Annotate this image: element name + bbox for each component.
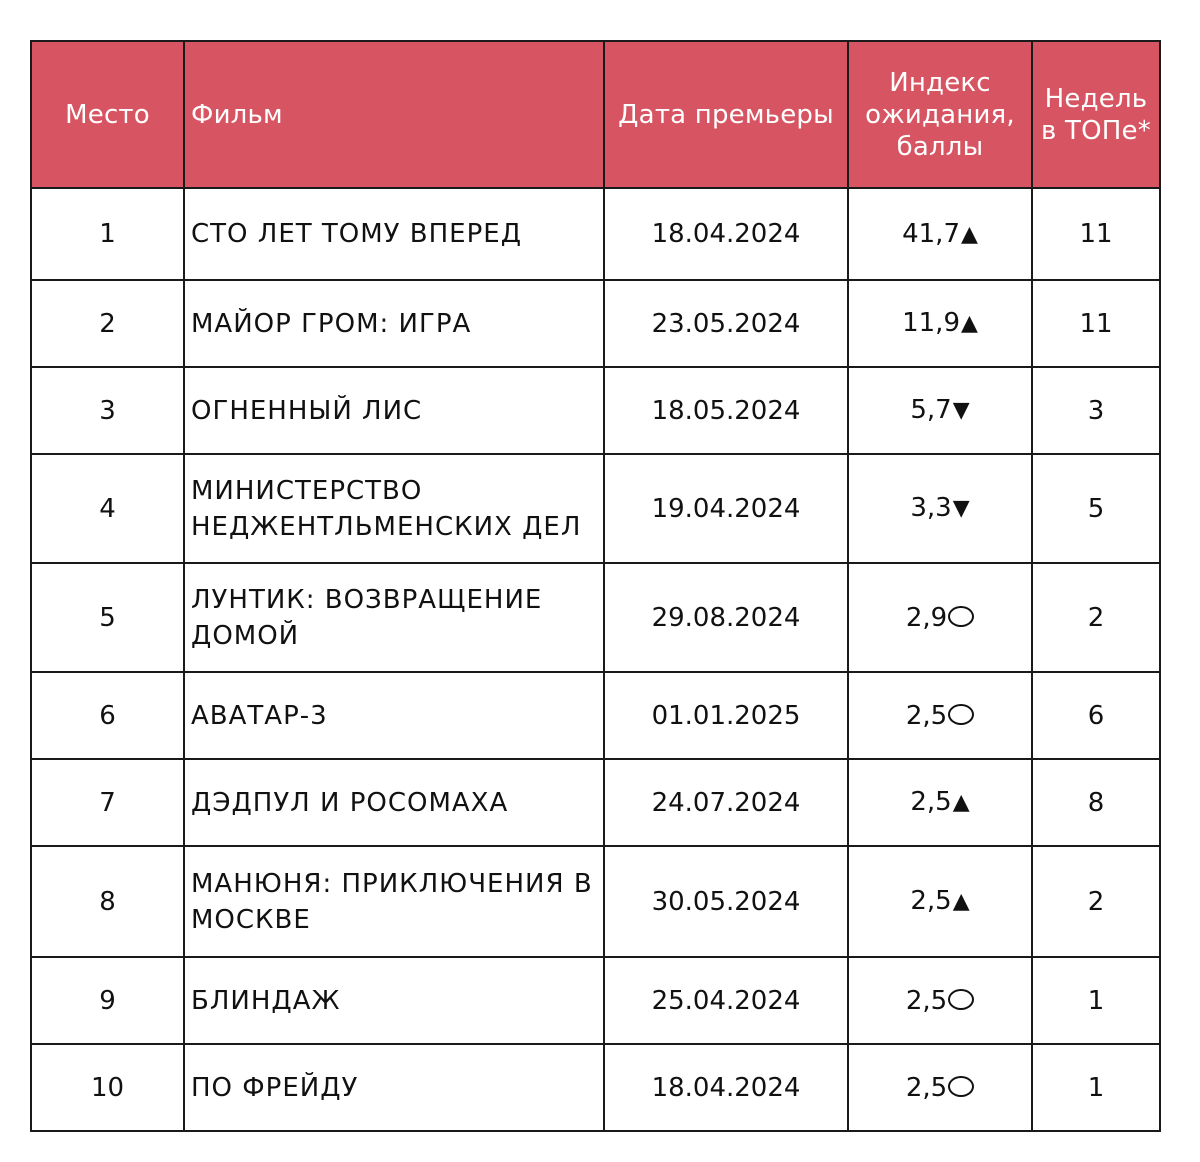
cell-weeks: 5 <box>1032 454 1160 563</box>
film-rating-table <box>30 40 1161 1132</box>
cell-weeks: 3 <box>1032 367 1160 454</box>
trend-up-icon: ▲ <box>960 221 978 247</box>
index-value: 11,9 <box>902 308 960 338</box>
cell-place: 1 <box>31 188 184 280</box>
cell-weeks: 11 <box>1032 188 1160 280</box>
table-row <box>31 672 1160 759</box>
trend-same-icon <box>948 606 974 627</box>
header-date: Дата премьеры <box>604 41 848 188</box>
cell-place: 8 <box>31 846 184 957</box>
cell-date: 18.04.2024 <box>604 188 848 280</box>
index-value: 2,5 <box>910 787 952 817</box>
cell-index <box>848 672 1032 759</box>
trend-same-icon <box>948 989 974 1010</box>
cell-date: 24.07.2024 <box>604 759 848 846</box>
table-row <box>31 563 1160 672</box>
trend-up-icon: ▲ <box>960 311 978 336</box>
index-value: 2,9 <box>905 602 948 633</box>
cell-film: ОГНЕННЫЙ ЛИС <box>184 367 604 454</box>
table-row <box>31 759 1160 846</box>
cell-weeks: 2 <box>1032 846 1160 957</box>
cell-weeks: 1 <box>1032 957 1160 1044</box>
cell-date: 18.04.2024 <box>604 1044 848 1131</box>
cell-film: ПО ФРЕЙДУ <box>184 1044 604 1131</box>
cell-film: МАЙОР ГРОМ: ИГРА <box>184 280 604 367</box>
cell-index <box>848 280 1032 367</box>
index-value: 41,7 <box>902 218 960 249</box>
cell-date: 19.04.2024 <box>604 454 848 563</box>
table-row <box>31 188 1160 280</box>
header-place: Место <box>31 41 184 188</box>
cell-date: 29.08.2024 <box>604 563 848 672</box>
table-row <box>31 957 1160 1044</box>
trend-same-icon <box>948 704 974 725</box>
cell-place: 4 <box>31 454 184 563</box>
cell-index <box>848 957 1032 1044</box>
cell-film: ДЭДПУЛ И РОСОМАХА <box>184 759 604 846</box>
cell-film: МАНЮНЯ: ПРИКЛЮЧЕНИЯ В МОСКВЕ <box>184 846 604 957</box>
cell-index <box>848 188 1032 280</box>
cell-index <box>848 367 1032 454</box>
table-row <box>31 367 1160 454</box>
trend-down-icon: ▼ <box>952 496 970 521</box>
header-film: Фильм <box>184 41 604 188</box>
index-value: 5,7 <box>910 395 952 425</box>
trend-down-icon: ▼ <box>952 398 970 423</box>
trend-same-symbol <box>961 608 962 609</box>
index-value: 2,5 <box>905 1072 948 1103</box>
trend-up-icon: ▲ <box>952 790 970 815</box>
cell-date: 01.01.2025 <box>604 672 848 759</box>
trend-same-symbol <box>961 706 962 707</box>
trend-same-symbol <box>961 1078 962 1079</box>
cell-weeks: 6 <box>1032 672 1160 759</box>
cell-date: 30.05.2024 <box>604 846 848 957</box>
cell-place: 6 <box>31 672 184 759</box>
index-value: 2,5 <box>910 886 952 916</box>
trend-same-icon <box>948 1076 974 1097</box>
cell-index <box>848 846 1032 957</box>
table-row <box>31 1044 1160 1131</box>
table-row <box>31 846 1160 957</box>
cell-date: 18.05.2024 <box>604 367 848 454</box>
table-row <box>31 454 1160 563</box>
cell-film: БЛИНДАЖ <box>184 957 604 1044</box>
header-index: Индекс ожидания, баллы <box>848 41 1032 188</box>
index-value: 2,5 <box>905 700 948 731</box>
cell-film: МИНИСТЕРСТВО НЕДЖЕНТЛЬМЕНСКИХ ДЕЛ <box>184 454 604 563</box>
cell-weeks: 2 <box>1032 563 1160 672</box>
cell-place: 10 <box>31 1044 184 1131</box>
table-header <box>31 41 1160 188</box>
index-value: 3,3 <box>910 493 952 523</box>
table-row <box>31 280 1160 367</box>
cell-index <box>848 759 1032 846</box>
cell-index <box>848 454 1032 563</box>
header-weeks: Недель в ТОПе* <box>1032 41 1160 188</box>
cell-date: 25.04.2024 <box>604 957 848 1044</box>
cell-place: 3 <box>31 367 184 454</box>
trend-same-symbol <box>961 991 962 992</box>
cell-place: 7 <box>31 759 184 846</box>
cell-index <box>848 1044 1032 1131</box>
cell-place: 2 <box>31 280 184 367</box>
table-body <box>31 188 1160 1131</box>
trend-up-icon: ▲ <box>952 889 970 914</box>
cell-weeks: 11 <box>1032 280 1160 367</box>
index-value: 2,5 <box>905 985 948 1016</box>
cell-place: 9 <box>31 957 184 1044</box>
cell-place: 5 <box>31 563 184 672</box>
cell-film: АВАТАР-3 <box>184 672 604 759</box>
header-row <box>31 41 1160 188</box>
cell-weeks: 1 <box>1032 1044 1160 1131</box>
cell-date: 23.05.2024 <box>604 280 848 367</box>
cell-film: ЛУНТИК: ВОЗВРАЩЕНИЕ ДОМОЙ <box>184 563 604 672</box>
cell-weeks: 8 <box>1032 759 1160 846</box>
cell-index <box>848 563 1032 672</box>
cell-film: СТО ЛЕТ ТОМУ ВПЕРЕД <box>184 188 604 280</box>
